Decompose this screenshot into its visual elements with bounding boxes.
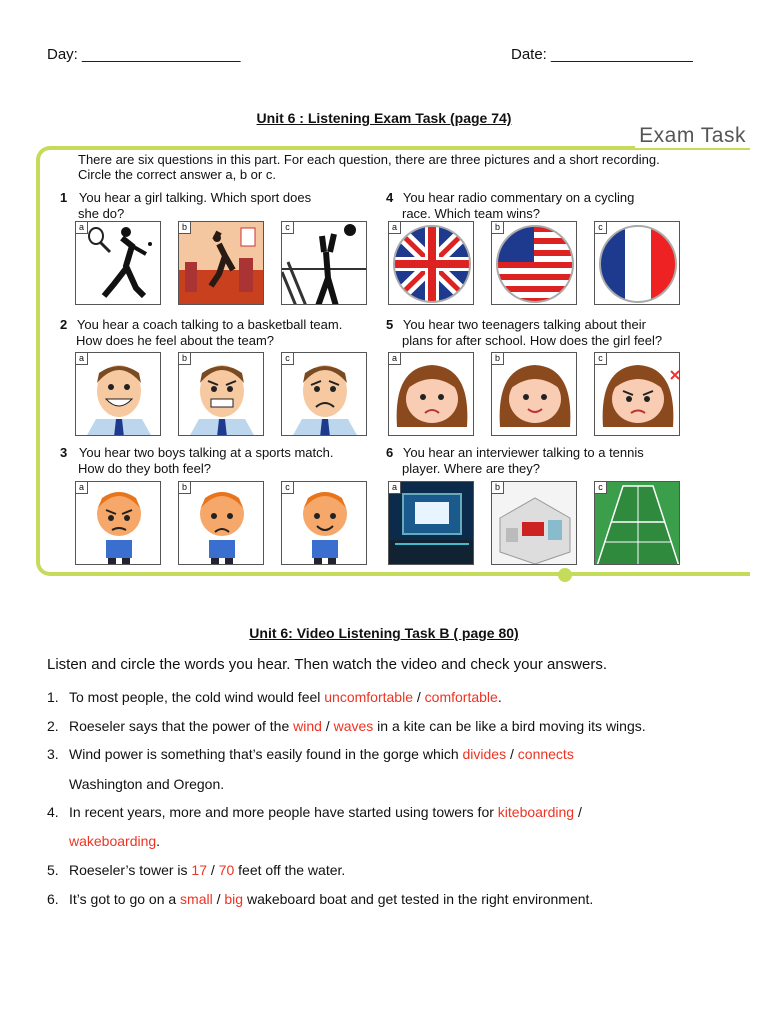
separator: / (212, 891, 225, 907)
q1-option-b-basketball-picture[interactable] (178, 221, 264, 305)
video-item-2 (47, 718, 646, 734)
question-number: 6 (386, 445, 394, 460)
option-1[interactable]: 17 (191, 862, 207, 878)
question-text: race. Which team wins? (402, 206, 540, 221)
day-field: Day: ___________________ (47, 46, 241, 63)
item-text-end: . (497, 689, 502, 705)
video-item-4 (47, 804, 582, 820)
sad-boy-icon (179, 482, 264, 565)
option-label: c (595, 353, 607, 365)
usa-flag-icon (492, 222, 577, 305)
question-4 (386, 190, 634, 222)
volleyball-player-icon (282, 222, 367, 305)
q3-option-b-sad-boy-picture[interactable] (178, 481, 264, 565)
house-interior-icon (492, 482, 577, 565)
question-5 (386, 317, 662, 349)
question-number: 1 (60, 190, 68, 205)
item-text: Roeseler says that the power of the (69, 718, 294, 734)
option-2[interactable]: wakeboarding (69, 833, 157, 849)
option-2[interactable]: connects (517, 746, 574, 762)
option-label: b (179, 222, 191, 234)
item-number: 4. (47, 804, 59, 820)
separator: / (574, 804, 582, 820)
item-number: 5. (47, 862, 59, 878)
option-label: a (389, 482, 401, 494)
item-text: In recent years, more and more people have started using towers for (69, 804, 498, 820)
item-number: 2. (47, 718, 59, 734)
item-text: It’s got to go on a (69, 891, 181, 907)
option-2[interactable]: waves (333, 718, 374, 734)
q3-option-a-angry-boy-picture[interactable] (75, 481, 161, 565)
question-text: she do? (78, 206, 125, 221)
happy-girl-icon (492, 353, 577, 436)
option-label: b (492, 222, 504, 234)
q1-option-a-tennis-picture[interactable] (75, 221, 161, 305)
option-1[interactable]: kiteboarding (497, 804, 575, 820)
option-1[interactable]: divides (462, 746, 507, 762)
video-item-1 (47, 689, 502, 705)
video-item-5 (47, 862, 345, 878)
option-label: a (76, 353, 88, 365)
question-number: 3 (60, 445, 68, 460)
question-text: You hear radio commentary on a cycling (402, 190, 635, 205)
video-item-4-continuation (69, 833, 160, 849)
question-text: You hear two teenagers talking about their (402, 317, 646, 332)
separator: / (506, 746, 518, 762)
video-task-title: Unit 6: Video Listening Task B ( page 80) (249, 625, 519, 641)
angry-coach-icon (179, 353, 264, 436)
question-number: 2 (60, 317, 68, 332)
option-label: a (76, 482, 88, 494)
option-label: b (179, 353, 191, 365)
q2-option-c-worried-coach-picture[interactable] (281, 352, 367, 436)
intro-line-2: Circle the correct answer a, b or c. (78, 167, 276, 182)
question-text: You hear a girl talking. Which sport does (78, 190, 312, 205)
question-text: You hear a coach talking to a basketball team. (76, 317, 343, 332)
tv-studio-icon (389, 482, 474, 565)
option-label: a (76, 222, 88, 234)
option-label: a (389, 222, 401, 234)
question-1 (60, 190, 311, 222)
question-text: You hear an interviewer talking to a tennis (402, 445, 644, 460)
q5-option-b-happy-girl-picture[interactable] (491, 352, 577, 436)
option-1[interactable]: small (180, 891, 213, 907)
q5-option-c-annoyed-girl-picture[interactable] (594, 352, 680, 436)
option-2[interactable]: comfortable (424, 689, 498, 705)
happy-boy-icon (282, 482, 367, 565)
item-text-end: feet off the water. (234, 862, 346, 878)
option-label: c (595, 222, 607, 234)
option-label: b (492, 482, 504, 494)
happy-coach-icon (76, 353, 161, 436)
separator: / (321, 718, 334, 734)
option-label: c (595, 482, 607, 494)
video-item-3 (47, 746, 574, 762)
question-text: How does he feel about the team? (76, 333, 275, 348)
q3-option-c-happy-boy-picture[interactable] (281, 481, 367, 565)
q2-option-b-angry-coach-picture[interactable] (178, 352, 264, 436)
question-6 (386, 445, 644, 477)
item-text: To most people, the cold wind would feel (69, 689, 325, 705)
worried-coach-icon (282, 353, 367, 436)
q2-option-a-happy-coach-picture[interactable] (75, 352, 161, 436)
angry-boy-icon (76, 482, 161, 565)
option-label: c (282, 482, 294, 494)
frame-end-dot (558, 568, 572, 582)
date-field: Date: _________________ (511, 46, 693, 63)
question-text: You hear two boys talking at a sports match. (78, 445, 334, 460)
question-text: How do they both feel? (78, 461, 211, 476)
separator: / (207, 862, 219, 878)
item-text: Roeseler’s tower is (69, 862, 192, 878)
option-1[interactable]: wind (293, 718, 322, 734)
question-text: plans for after school. How does the girl feel? (402, 333, 663, 348)
sad-girl-icon (389, 353, 474, 436)
q6-option-b-house-picture[interactable] (491, 481, 577, 565)
q4-option-b-usa-flag-picture[interactable] (491, 221, 577, 305)
basketball-player-icon (179, 222, 264, 305)
video-task-instruction: Listen and circle the words you hear. Then watch the video and check your answers. (47, 656, 608, 673)
intro-line-1: There are six questions in this part. For each question, there are three pictures and a short recording. (78, 152, 660, 167)
option-2[interactable]: big (224, 891, 244, 907)
question-text: player. Where are they? (402, 461, 541, 476)
item-text: Wind power is something that’s easily found in the gorge which (69, 746, 463, 762)
q5-option-a-sad-girl-picture[interactable] (388, 352, 474, 436)
q4-option-c-france-flag-picture[interactable] (594, 221, 680, 305)
option-label: c (282, 222, 294, 234)
q4-option-a-uk-flag-picture[interactable] (388, 221, 474, 305)
q6-option-c-tennis-court-picture[interactable] (594, 481, 680, 565)
tennis-court-icon (595, 482, 680, 565)
question-number: 4 (386, 190, 394, 205)
question-2 (60, 317, 342, 349)
item-text-end: wakeboard boat and get tested in the right environment. (243, 891, 594, 907)
item-text-end: in a kite can be like a bird moving its wings. (373, 718, 646, 734)
option-2[interactable]: 70 (218, 862, 235, 878)
item-number: 3. (47, 746, 59, 762)
option-1[interactable]: uncomfortable (324, 689, 413, 705)
listening-task-title: Unit 6 : Listening Exam Task (page 74) (256, 110, 512, 126)
option-label: b (492, 353, 504, 365)
item-number: 1. (47, 689, 59, 705)
question-3 (60, 445, 333, 477)
option-label: c (282, 353, 294, 365)
q1-option-c-volleyball-picture[interactable] (281, 221, 367, 305)
q6-option-a-tv-studio-picture[interactable] (388, 481, 474, 565)
video-item-3-continuation: Washington and Oregon. (69, 776, 225, 792)
exam-intro (78, 152, 738, 182)
item-number: 6. (47, 891, 59, 907)
separator: / (412, 689, 425, 705)
option-label: a (389, 353, 401, 365)
option-label: b (179, 482, 191, 494)
video-item-6 (47, 891, 593, 907)
annoyed-girl-icon (595, 353, 680, 436)
exam-task-badge: Exam Task (635, 124, 750, 148)
tennis-player-icon (76, 222, 161, 305)
question-number: 5 (386, 317, 394, 332)
item-text-end: . (156, 833, 161, 849)
uk-flag-icon (389, 222, 474, 305)
france-flag-icon (595, 222, 680, 305)
